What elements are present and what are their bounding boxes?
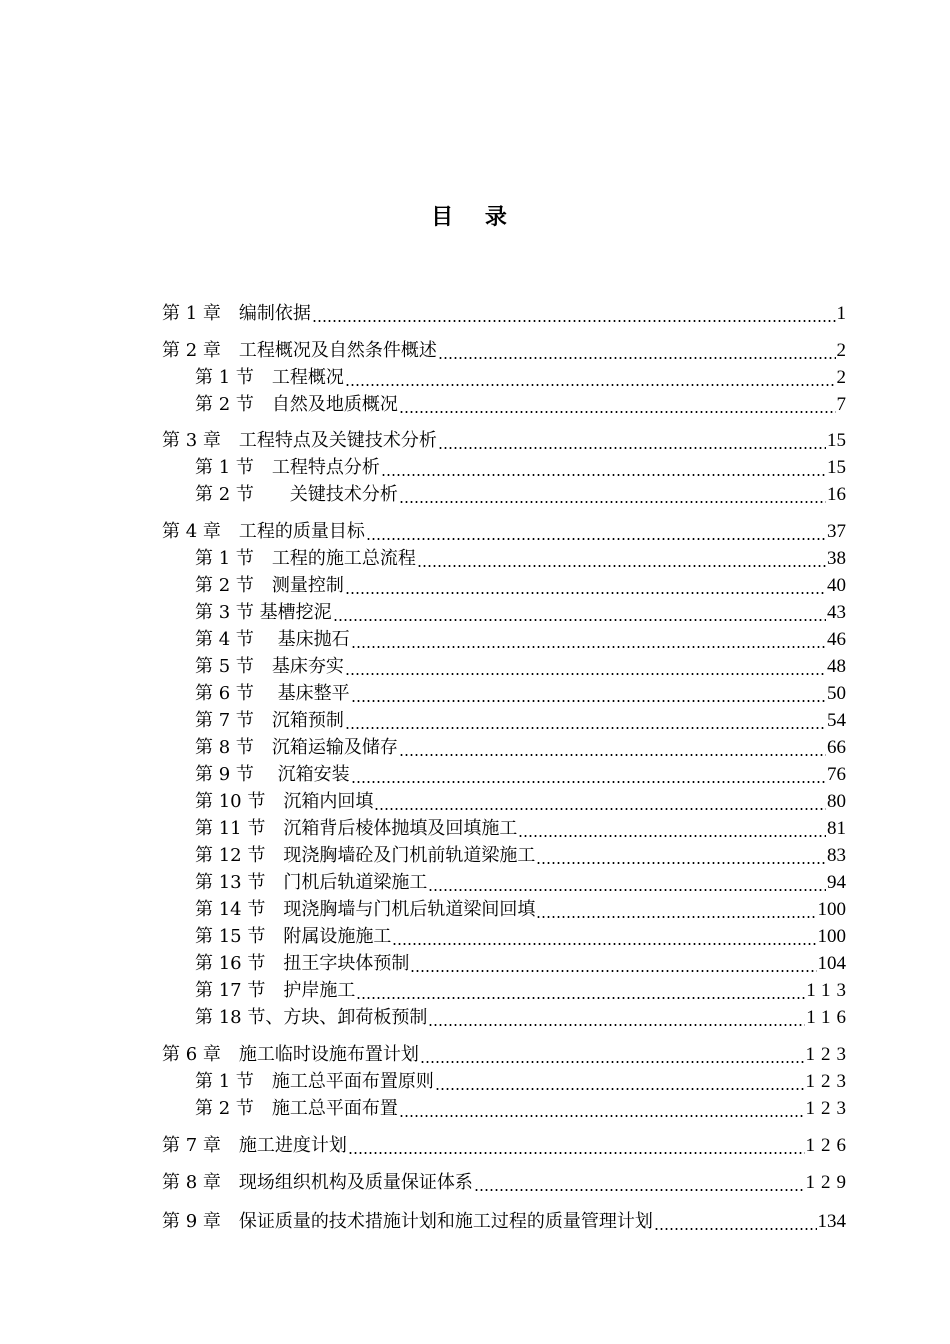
toc-page-number: 15 — [827, 430, 846, 451]
toc-dot-leader — [654, 1210, 817, 1234]
toc-chapter-entry[interactable] — [162, 1210, 846, 1234]
toc-section-entry[interactable] — [195, 817, 846, 841]
toc-chapter-entry[interactable] — [162, 1043, 852, 1067]
toc-entry-label: 第 1 节 工程的施工总流程 — [195, 548, 416, 569]
toc-entry-label: 第 2 节 自然及地质概况 — [195, 394, 398, 415]
toc-dot-leader — [366, 520, 826, 544]
toc-dot-leader — [351, 628, 826, 652]
toc-page-number: 104 — [817, 953, 846, 974]
toc-entry-label: 第 10 节 沉箱内回填 — [195, 791, 374, 812]
toc-section-entry[interactable] — [195, 790, 846, 814]
toc-entry-label: 第 1 节 施工总平面布置原则 — [195, 1071, 434, 1092]
toc-page-number: 129 — [805, 1172, 852, 1193]
toc-entry-label: 第 8 章 现场组织机构及质量保证体系 — [162, 1172, 473, 1193]
toc-page-number: 113 — [806, 980, 852, 1001]
toc-page-number: 126 — [805, 1135, 852, 1156]
toc-dot-leader — [399, 393, 836, 417]
toc-page-number: 40 — [827, 575, 846, 596]
toc-page-number: 50 — [827, 683, 846, 704]
toc-page-number: 123 — [805, 1044, 852, 1065]
toc-page-number: 83 — [827, 845, 846, 866]
toc-page-number: 38 — [827, 548, 846, 569]
toc-entry-label: 第 15 节 附属设施施工 — [195, 926, 392, 947]
toc-chapter-entry[interactable] — [162, 520, 846, 544]
toc-dot-leader — [356, 979, 805, 1003]
toc-section-entry[interactable] — [195, 393, 846, 417]
toc-section-entry[interactable] — [195, 763, 846, 787]
toc-page-number: 76 — [827, 764, 846, 785]
toc-entry-label: 第 1 章 编制依据 — [162, 303, 311, 324]
toc-dot-leader — [374, 790, 826, 814]
toc-page-number: 100 — [817, 899, 846, 920]
toc-section-entry[interactable] — [195, 871, 846, 895]
toc-dot-leader — [345, 709, 826, 733]
toc-entry-label: 第 3 节 基槽挖泥 — [195, 602, 332, 623]
toc-page-number: 123 — [805, 1098, 852, 1119]
toc-entry-label: 第 13 节 门机后轨道梁施工 — [195, 872, 428, 893]
toc-section-entry[interactable] — [195, 1097, 852, 1121]
toc-dot-leader — [417, 547, 826, 571]
toc-page-number: 80 — [827, 791, 846, 812]
toc-page-number: 66 — [827, 737, 846, 758]
toc-section-entry[interactable] — [195, 574, 846, 598]
toc-section-entry[interactable] — [195, 483, 846, 507]
toc-section-entry[interactable] — [195, 736, 846, 760]
toc-dot-leader — [345, 366, 836, 390]
toc-section-entry[interactable] — [195, 844, 846, 868]
toc-page-number: 54 — [827, 710, 846, 731]
toc-page-number: 2 — [836, 367, 846, 388]
toc-dot-leader — [312, 302, 836, 326]
toc-section-entry[interactable] — [195, 952, 846, 976]
toc-chapter-entry[interactable] — [162, 1134, 852, 1158]
toc-dot-leader — [381, 456, 826, 480]
toc-entry-label: 第 12 节 现浇胸墙砼及门机前轨道梁施工 — [195, 845, 536, 866]
toc-entry-label: 第 5 节 基床夯实 — [195, 656, 344, 677]
toc-dot-leader — [428, 871, 826, 895]
toc-dot-leader — [435, 1070, 805, 1094]
toc-dot-leader — [428, 1006, 805, 1030]
toc-entry-label: 第 9 章 保证质量的技术措施计划和施工过程的质量管理计划 — [162, 1211, 653, 1232]
toc-section-entry[interactable] — [195, 547, 846, 571]
toc-entry-label: 第 2 节 测量控制 — [195, 575, 344, 596]
toc-section-entry[interactable] — [195, 682, 846, 706]
toc-chapter-entry[interactable] — [162, 1171, 852, 1195]
toc-page-number: 16 — [827, 484, 846, 505]
toc-title: 目 录 — [431, 205, 519, 230]
toc-entry-label: 第 7 章 施工进度计划 — [162, 1135, 347, 1156]
toc-entry-label: 第 14 节 现浇胸墙与门机后轨道梁间回填 — [195, 899, 536, 920]
toc-entry-label: 第 3 章 工程特点及关键技术分析 — [162, 430, 437, 451]
toc-section-entry[interactable] — [195, 601, 846, 625]
toc-dot-leader — [420, 1043, 805, 1067]
toc-entry-label: 第 2 节 施工总平面布置 — [195, 1098, 398, 1119]
toc-page-number: 7 — [836, 394, 846, 415]
toc-dot-leader — [345, 574, 826, 598]
toc-entry-label: 第 8 节 沉箱运输及储存 — [195, 737, 398, 758]
toc-page-number: 15 — [827, 457, 846, 478]
toc-dot-leader — [536, 844, 826, 868]
toc-entry-label: 第 9 节 沉箱安装 — [195, 764, 350, 785]
toc-section-entry[interactable] — [195, 925, 846, 949]
toc-dot-leader — [399, 483, 826, 507]
toc-dot-leader — [351, 682, 826, 706]
toc-page-number: 123 — [805, 1071, 852, 1092]
toc-page-number: 94 — [827, 872, 846, 893]
toc-chapter-entry[interactable] — [162, 339, 846, 363]
toc-section-entry[interactable] — [195, 1070, 852, 1094]
toc-entry-label: 第 6 章 施工临时设施布置计划 — [162, 1044, 419, 1065]
toc-entry-label: 第 2 章 工程概况及自然条件概述 — [162, 340, 437, 361]
toc-entry-label: 第 4 章 工程的质量目标 — [162, 521, 365, 542]
toc-page-number: 116 — [806, 1007, 852, 1028]
toc-dot-leader — [351, 763, 826, 787]
toc-page-number: 37 — [827, 521, 846, 542]
toc-entry-label: 第 1 节 工程特点分析 — [195, 457, 380, 478]
toc-chapter-entry[interactable] — [162, 302, 846, 326]
toc-dot-leader — [348, 1134, 805, 1158]
toc-entry-label: 第 7 节 沉箱预制 — [195, 710, 344, 731]
toc-section-entry[interactable] — [195, 655, 846, 679]
toc-page-number: 46 — [827, 629, 846, 650]
toc-dot-leader — [333, 601, 826, 625]
toc-section-entry[interactable] — [195, 709, 846, 733]
toc-dot-leader — [438, 429, 826, 453]
toc-page-number: 48 — [827, 656, 846, 677]
toc-section-entry[interactable] — [195, 366, 846, 390]
toc-chapter-entry[interactable] — [162, 429, 846, 453]
toc-section-entry[interactable] — [195, 456, 846, 480]
toc-dot-leader — [392, 925, 816, 949]
toc-entry-label: 第 1 节 工程概况 — [195, 367, 344, 388]
toc-section-entry[interactable] — [195, 898, 846, 922]
toc-dot-leader — [410, 952, 816, 976]
toc-entry-label: 第 11 节 沉箱背后棱体抛填及回填施工 — [195, 818, 518, 839]
toc-entry-label: 第 2 节 关键技术分析 — [195, 484, 398, 505]
toc-dot-leader — [474, 1171, 805, 1195]
toc-page-number: 1 — [836, 303, 846, 324]
toc-dot-leader — [399, 1097, 805, 1121]
toc-entry-label: 第 18 节、方块、卸荷板预制 — [195, 1007, 428, 1028]
toc-section-entry[interactable] — [195, 628, 846, 652]
toc-page-number: 2 — [836, 340, 846, 361]
toc-dot-leader — [345, 655, 826, 679]
toc-entry-label: 第 6 节 基床整平 — [195, 683, 350, 704]
toc-dot-leader — [438, 339, 836, 363]
toc-entry-label: 第 16 节 扭王字块体预制 — [195, 953, 410, 974]
toc-entry-label: 第 4 节 基床抛石 — [195, 629, 350, 650]
toc-entry-label: 第 17 节 护岸施工 — [195, 980, 356, 1001]
toc-dot-leader — [518, 817, 826, 841]
toc-page-number: 81 — [827, 818, 846, 839]
toc-page-number: 134 — [817, 1211, 846, 1232]
toc-page-number: 43 — [827, 602, 846, 623]
toc-section-entry[interactable] — [195, 979, 852, 1003]
toc-dot-leader — [536, 898, 816, 922]
toc-page-number: 100 — [817, 926, 846, 947]
toc-section-entry[interactable] — [195, 1006, 852, 1030]
toc-dot-leader — [399, 736, 826, 760]
